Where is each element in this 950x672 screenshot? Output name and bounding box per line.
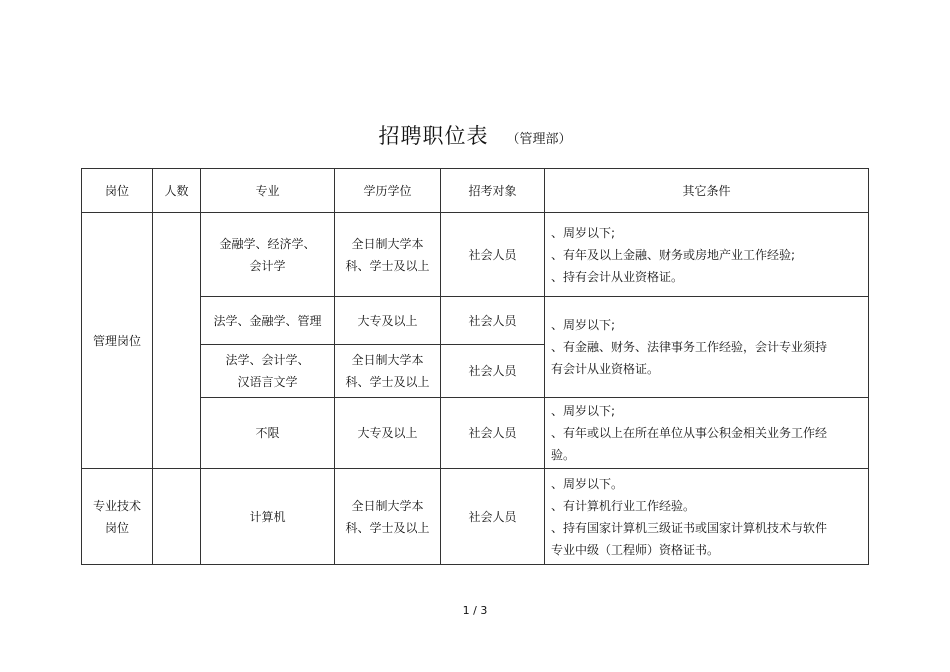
page-number: 1 / 3 bbox=[462, 604, 488, 617]
degree-line: 全日制大学本 bbox=[351, 236, 424, 251]
recruitment-table bbox=[81, 168, 869, 565]
count-cell bbox=[153, 213, 201, 469]
major-cell bbox=[201, 213, 335, 297]
table-row bbox=[82, 398, 869, 469]
condition-line: 、周岁以下; bbox=[551, 318, 616, 332]
degree-cell: 大专及以上 bbox=[335, 297, 441, 345]
conditions-cell bbox=[545, 398, 869, 469]
condition-line: 、持有会计从业资格证。 bbox=[551, 269, 684, 284]
header-degree: 学历学位 bbox=[335, 169, 441, 213]
table-header-row bbox=[82, 169, 869, 213]
header-count: 人数 bbox=[153, 169, 201, 213]
target-cell: 社会人员 bbox=[441, 469, 545, 565]
condition-line: 、周岁以下; bbox=[551, 404, 616, 418]
condition-line: 验。 bbox=[551, 448, 576, 462]
degree-cell bbox=[335, 213, 441, 297]
major-cell: 计算机 bbox=[201, 469, 335, 565]
subtitle-text: （管理部） bbox=[506, 132, 572, 147]
table-row bbox=[82, 469, 869, 565]
table-row bbox=[82, 297, 869, 345]
conditions-cell bbox=[545, 297, 869, 398]
major-cell: 法学、金融学、管理 bbox=[201, 297, 335, 345]
header-target: 招考对象 bbox=[441, 169, 545, 213]
condition-line: 、周岁以下; bbox=[551, 225, 616, 240]
major-line: 金融学、经济学、 bbox=[219, 236, 316, 251]
condition-line: 、有计算机行业工作经验。 bbox=[551, 498, 696, 513]
degree-line: 科、学士及以上 bbox=[345, 375, 430, 389]
table-row bbox=[82, 213, 869, 297]
count-cell bbox=[153, 469, 201, 565]
condition-line: 、周岁以下。 bbox=[551, 476, 624, 491]
position-cell-mgmt: 管理岗位 bbox=[82, 213, 153, 469]
conditions-cell bbox=[545, 469, 869, 565]
header-conditions: 其它条件 bbox=[545, 169, 869, 213]
position-line: 专业技术 bbox=[92, 498, 141, 513]
condition-line: 专业中级（工程师）资格证书。 bbox=[551, 542, 720, 557]
position-cell-tech bbox=[82, 469, 153, 565]
major-cell: 不限 bbox=[201, 398, 335, 469]
target-cell: 社会人员 bbox=[441, 398, 545, 469]
condition-line: 有会计从业资格证。 bbox=[551, 362, 660, 376]
major-line: 汉语言文学 bbox=[237, 375, 298, 389]
degree-cell bbox=[335, 469, 441, 565]
title-text: 招聘职位表 bbox=[378, 124, 489, 148]
condition-line: 、持有国家计算机三级证书或国家计算机技术与软件 bbox=[551, 520, 828, 535]
header-major: 专业 bbox=[201, 169, 335, 213]
major-line: 法学、会计学、 bbox=[225, 353, 310, 367]
degree-line: 全日制大学本 bbox=[351, 498, 424, 513]
degree-line: 科、学士及以上 bbox=[345, 258, 430, 273]
degree-cell bbox=[335, 345, 441, 398]
condition-line: 、有年及以上金融、财务或房地产业工作经验; bbox=[551, 247, 796, 262]
position-line: 岗位 bbox=[104, 520, 129, 535]
header-position: 岗位 bbox=[82, 169, 153, 213]
degree-cell: 大专及以上 bbox=[335, 398, 441, 469]
target-cell: 社会人员 bbox=[441, 213, 545, 297]
condition-line: 、有年或以上在所在单位从事公积金相关业务工作经 bbox=[551, 426, 828, 440]
target-cell: 社会人员 bbox=[441, 297, 545, 345]
conditions-cell bbox=[545, 213, 869, 297]
major-line: 会计学 bbox=[249, 258, 286, 273]
target-cell: 社会人员 bbox=[441, 345, 545, 398]
degree-line: 全日制大学本 bbox=[351, 353, 424, 367]
condition-line: 、有金融、财务、法律事务工作经验，会计专业须持 bbox=[551, 340, 828, 354]
major-cell bbox=[201, 345, 335, 398]
document-title bbox=[0, 120, 950, 150]
degree-line: 科、学士及以上 bbox=[345, 520, 430, 535]
